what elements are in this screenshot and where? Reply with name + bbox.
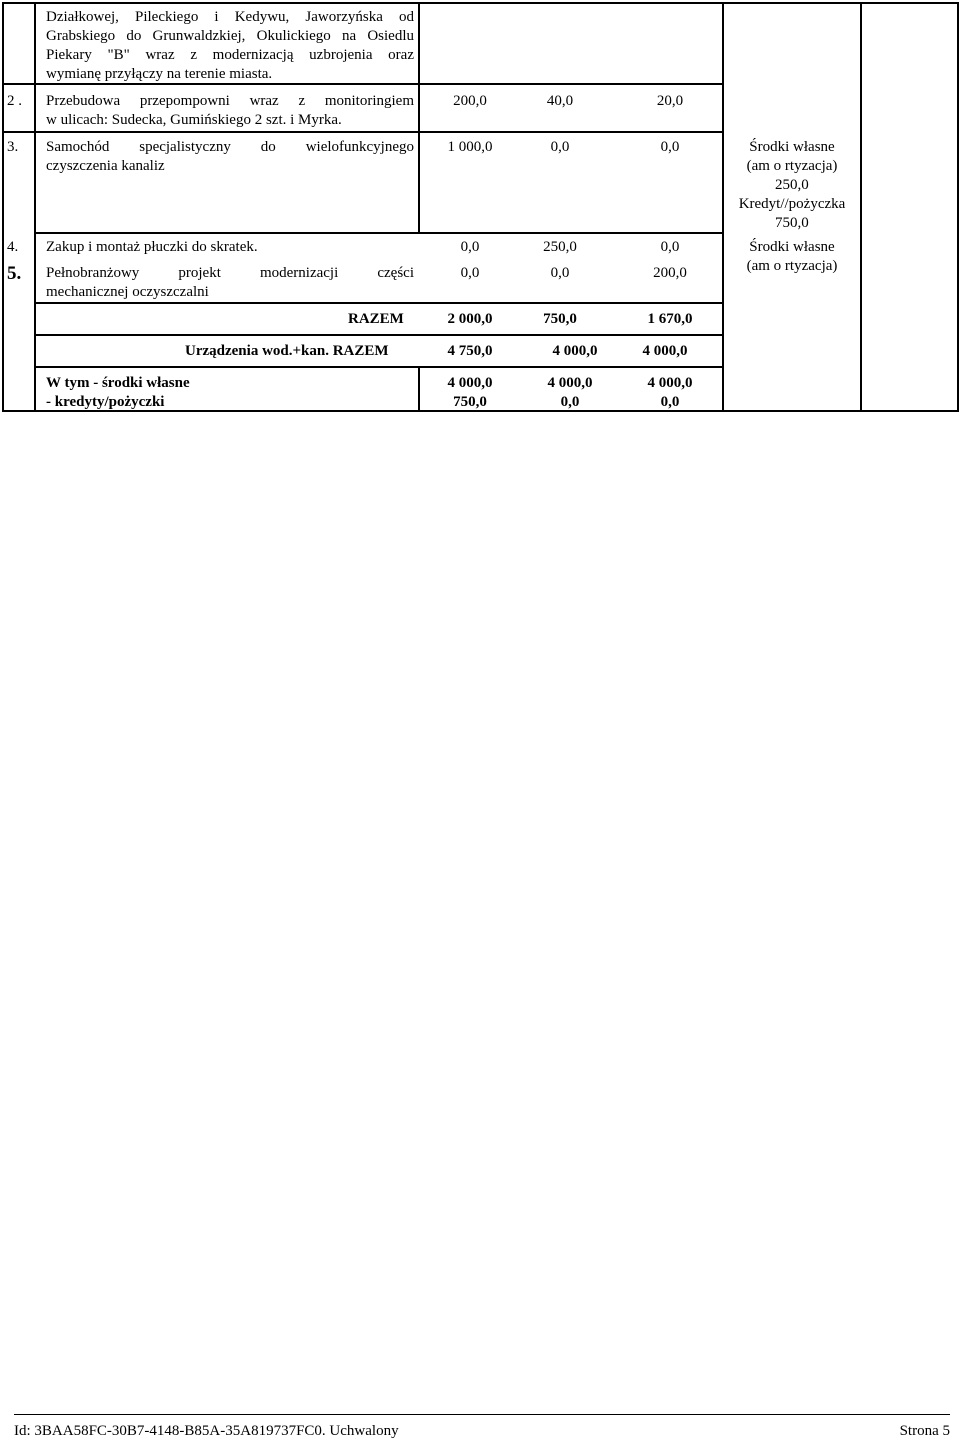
funding-source: (am o rtyzacja) xyxy=(746,258,838,274)
wtym-value: 0,0 xyxy=(660,394,680,410)
wtym-value: 4 000,0 xyxy=(547,375,593,391)
wtym-value: 0,0 xyxy=(560,394,580,410)
col-divider xyxy=(418,2,420,234)
value-cell: 40,0 xyxy=(546,93,574,109)
funding-source: Środki własne xyxy=(749,139,835,155)
value-cell: 200,0 xyxy=(653,265,687,281)
row-divider xyxy=(34,302,722,304)
page-number: Strona 5 xyxy=(899,1423,950,1439)
row5-line: Pełnobranżowy projekt modernizacji części xyxy=(46,265,414,281)
funding-source: Środki własne xyxy=(749,239,835,255)
footer-rule xyxy=(14,1414,950,1415)
row-number: 4. xyxy=(7,239,19,255)
value-cell: 1 000,0 xyxy=(447,139,493,155)
value-cell: 0,0 xyxy=(550,265,570,281)
razem-value: 750,0 xyxy=(543,311,577,327)
col-divider xyxy=(418,368,420,412)
value-cell: 20,0 xyxy=(656,93,684,109)
value-cell: 0,0 xyxy=(550,139,570,155)
wtym-label: - kredyty/pożyczki xyxy=(46,394,165,410)
row-divider xyxy=(34,232,722,234)
wtym-value: 750,0 xyxy=(453,394,487,410)
row1-line: Grabskiego do Grunwaldzkiej, Okulickiego na Osiedlu xyxy=(46,28,414,44)
row2-line: Przebudowa przepompowni wraz z monitoringiem xyxy=(46,93,414,109)
row-number: 2 . xyxy=(7,93,22,109)
value-cell: 0,0 xyxy=(660,239,680,255)
value-cell: 0,0 xyxy=(660,139,680,155)
col-divider xyxy=(957,2,959,412)
value-cell: 0,0 xyxy=(460,265,480,281)
funding-source: 250,0 xyxy=(775,177,809,193)
wtym-value: 4 000,0 xyxy=(647,375,693,391)
row4-text: Zakup i montaż płuczki do skratek. xyxy=(46,239,258,255)
urz-label: Urządzenia wod.+kan. RAZEM xyxy=(185,343,389,359)
value-cell: 200,0 xyxy=(453,93,487,109)
row5-line: mechanicznej oczyszczalni xyxy=(46,284,209,300)
funding-source: Kredyt//pożyczka xyxy=(738,196,846,212)
razem-value: 1 670,0 xyxy=(647,311,693,327)
row3-line: Samochód specjalistyczny do wielofunkcyjnego xyxy=(46,139,414,155)
value-cell: 0,0 xyxy=(460,239,480,255)
razem-value: 2 000,0 xyxy=(447,311,493,327)
row-divider xyxy=(34,366,722,368)
row-number: 3. xyxy=(7,139,19,155)
value-cell: 250,0 xyxy=(543,239,577,255)
row1-line: wymianę przyłączy na terenie miasta. xyxy=(46,66,273,82)
urz-value: 4 000,0 xyxy=(642,343,688,359)
document-id: Id: 3BAA58FC-30B7-4148-B85A-35A819737FC0. Uchwalony xyxy=(14,1423,399,1439)
row-divider xyxy=(34,334,722,336)
urz-value: 4 000,0 xyxy=(552,343,598,359)
urz-value: 4 750,0 xyxy=(447,343,493,359)
row1-line: Piekary "B" wraz z modernizacją uzbrojenia oraz xyxy=(46,47,414,63)
razem-label: RAZEM xyxy=(348,311,404,327)
row3-line: czyszczenia kanaliz xyxy=(46,158,165,174)
row2-line: w ulicach: Sudecka, Gumińskiego 2 szt. i Myrka. xyxy=(46,112,342,128)
funding-source: (am o rtyzacja) xyxy=(746,158,838,174)
wtym-label: W tym - środki własne xyxy=(46,375,190,391)
row-divider xyxy=(2,131,722,133)
col-divider xyxy=(34,2,36,412)
col-divider xyxy=(860,2,862,412)
wtym-value: 4 000,0 xyxy=(447,375,493,391)
funding-source: 750,0 xyxy=(775,215,809,231)
row-number: 5. xyxy=(7,263,22,284)
row1-line: Działkowej, Pileckiego i Kedywu, Jaworzyńska od xyxy=(46,9,414,25)
